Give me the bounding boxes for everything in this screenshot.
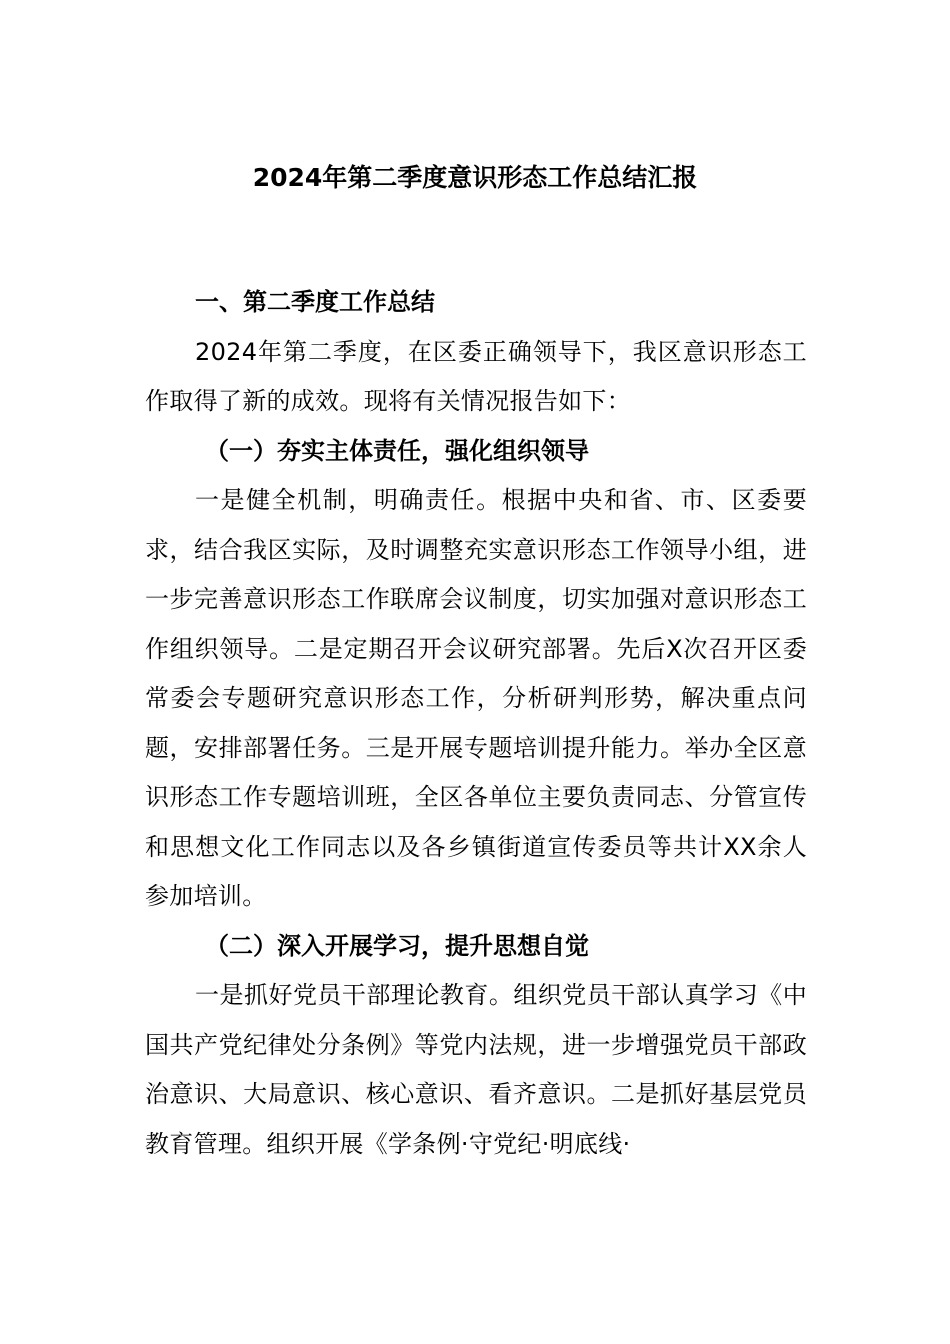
subsection-heading-2: （二）深入开展学习，提升思想自觉	[205, 931, 589, 960]
document-title: 2024年第二季度意识形态工作总结汇报	[252, 163, 698, 192]
subsection-paragraph-1: 一是健全机制，明确责任。根据中央和省、市、区委要求，结合我区实际，及时调整充实意识形态工作领导小组，进一步完善意识形态工作联席会议制度，切实加强对意识形态工作组织领导。二是定期召开会议研究部署。先后X次召开区委常委会专题研究意识形态工作，分析研判形势，解决重点问题，安排部署任务。三是开展专题培训提升能力。举办全区意识形态工作专题培训班，全区各单位主要负责同志、分管宣传和思想文化工作同志以及各乡镇街道宣传委员等共计XX余人参加培训。	[145, 486, 807, 910]
intro-paragraph: 2024年第二季度，在区委正确领导下，我区意识形态工作取得了新的成效。现将有关情况报告如下：	[145, 337, 807, 415]
subsection-paragraph-2: 一是抓好党员干部理论教育。组织党员干部认真学习《中国共产党纪律处分条例》等党内法规，进一步增强党员干部政治意识、大局意识、核心意识、看齐意识。二是抓好基层党员教育管理。组织开展《学条例·守党纪·明底线·	[145, 981, 807, 1158]
subsection-heading-1: （一）夯实主体责任，强化组织领导	[205, 436, 589, 465]
document-body	[145, 278, 807, 1169]
section-heading: 一、第二季度工作总结	[195, 288, 435, 316]
